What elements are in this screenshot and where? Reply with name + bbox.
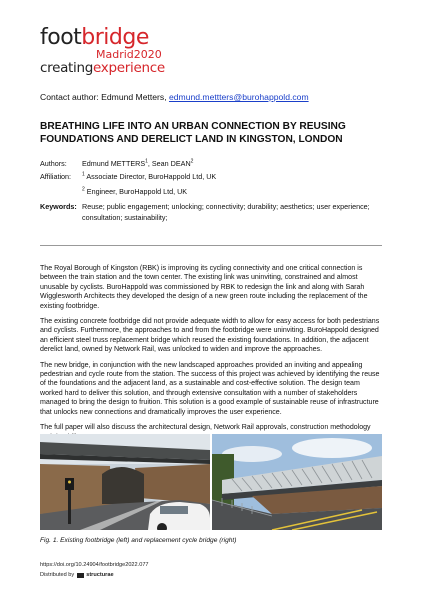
logo-wordmark	[40, 27, 165, 49]
author-2: , Sean DEAN	[147, 159, 191, 168]
paper-title: BREATHING LIFE INTO AN URBAN CONNECTION BY REUSING FOUNDATIONS AND DERELICT LAND IN KINGSTON, LONDON	[40, 121, 346, 145]
aff-1-text: Associate Director, BuroHappold Ltd, UK	[84, 172, 217, 181]
paragraph-1: The Royal Borough of Kingston (RBK) is improving its cycling connectivity and one critical connection is between the train station and the town center. The existing link was uninviting, constrained and almost unusable by cyclists. BuroHappold was commissioned by RBK to redesign the link and along with Sarah Wigglesworth Architects they developed the design of a new green route including the replacement of the existing footbridge.	[40, 265, 368, 310]
photo-existing-footbridge	[40, 434, 210, 530]
affiliation-row	[40, 171, 382, 182]
keywords-row	[40, 201, 382, 223]
logo-brand-black: foot	[40, 25, 82, 50]
affiliation-2	[82, 186, 382, 197]
logo-tagline-red: experience	[93, 60, 165, 76]
distributor-logo	[77, 572, 113, 578]
authors-value	[82, 158, 382, 169]
aff-2-text: Engineer, BuroHappold Ltd, UK	[84, 187, 188, 196]
photo-replacement-bridge-image	[212, 434, 382, 530]
author-1: Edmund METTERS	[82, 159, 146, 168]
aff-1-sup: 1	[82, 171, 85, 178]
aff-2-sup: 2	[82, 186, 85, 193]
distributor-logo-icon	[77, 573, 84, 578]
paragraph-3: The new bridge, in conjunction with the new landscaped approaches provided an inviting and appealing pedestrian and cycle route from the station. The success of this project was achieved by identifying the reuse of the foundations and the adjacent land, as a sustainable and cost-effective solution. The design team worked hard to deliver this solution, and through extensive consultation with a number of stakeholders managed to bring the design to fruition. This solution is a good example of sustainable reuse of infrastructure that unlocks new connections and dramatically improves the user experience.	[40, 361, 380, 416]
authors-label: Authors:	[40, 159, 67, 168]
doi-link[interactable]: https://doi.org/10.24904/footbridge2022.077	[40, 562, 149, 568]
keywords-value: Reuse; public engagement; unlocking; connectivity; durability; aesthetics; user experience; consultation; sustainability;	[82, 202, 370, 222]
logo-tagline-black: creating	[40, 60, 94, 76]
logo-event: Madrid2020	[96, 48, 162, 61]
photo-replacement-bridge	[212, 434, 382, 530]
distributor-name: structurae	[86, 572, 114, 578]
distributed-label: Distributed by	[40, 572, 75, 578]
keywords-label: Keywords:	[40, 202, 77, 211]
paper-meta	[40, 158, 382, 223]
author-1-sup: 1	[145, 158, 148, 165]
contact-line	[40, 92, 309, 102]
paragraph-4: The full paper will also discuss the architectural design, Network Rail approvals, construction methodology	[40, 424, 371, 432]
figure-caption: Fig. 1. Existing footbridge (left) and replacement cycle bridge (right)	[40, 537, 237, 544]
contact-email-link[interactable]: edmund.mettters@burohappold.com	[168, 92, 309, 102]
logo-brand-red: bridge	[81, 25, 149, 50]
section-divider	[40, 245, 382, 246]
affiliation-1	[82, 171, 382, 182]
affiliation-label: Affiliation:	[40, 172, 72, 181]
figure-photos	[40, 434, 382, 530]
photo-existing-footbridge-image	[40, 434, 210, 530]
conference-logo	[40, 27, 165, 76]
affiliation-row-2	[40, 186, 382, 197]
contact-label: Contact author: Edmund Metters,	[40, 92, 167, 102]
logo-tagline	[40, 61, 165, 76]
author-2-sup: 2	[190, 158, 194, 165]
distributed-by	[40, 572, 114, 578]
paragraph-2: The existing concrete footbridge did not provide adequate width to allow for easy access for both pedestrians and cyclists. Furthermore, the approaches to and from the footbridge were uninviting. BuroHappold designed an efficient steel truss replacement bridge which reused the existing foundations. In addition, the adjacent derelict land, owned by Network Rail, was unlocked to widen and improve the approaches.	[40, 318, 380, 354]
authors-row	[40, 158, 382, 169]
abstract-body	[40, 264, 383, 448]
